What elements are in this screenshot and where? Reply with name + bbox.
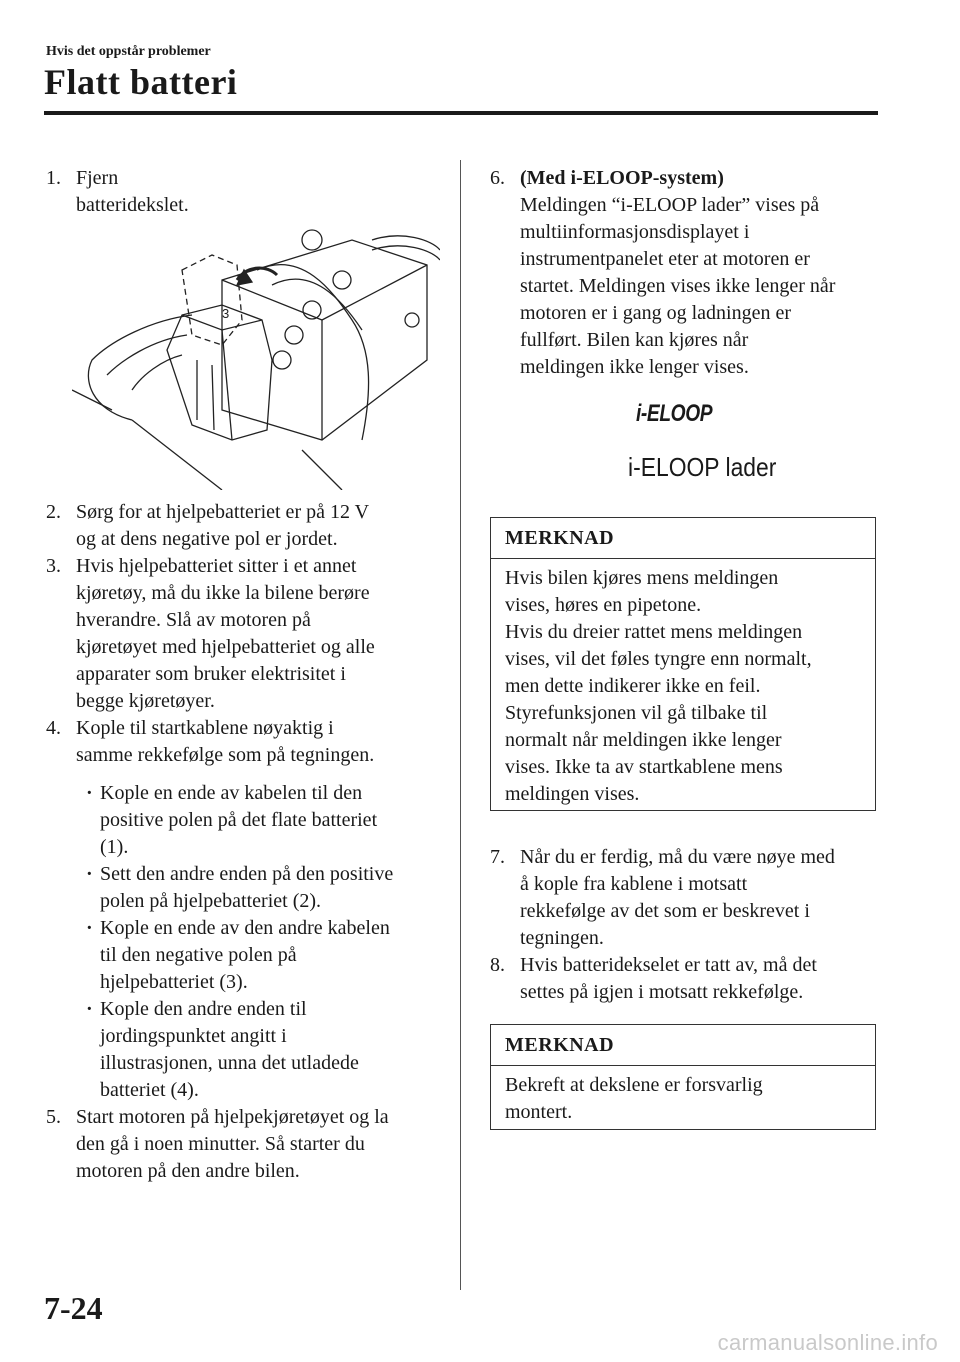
text-line: Hvis batteridekselet er tatt av, må det: [520, 954, 817, 976]
text-line: Sett den andre enden på den positive: [100, 863, 394, 885]
text-line: og at dens negative pol er jordet.: [76, 528, 338, 550]
page-number: 7-24: [44, 1290, 103, 1326]
step-text: [76, 715, 374, 769]
text-line: fullført. Bilen kan kjøres når: [520, 329, 749, 351]
section-label: Hvis det oppstår problemer: [46, 44, 211, 59]
text-line: motoren er i gang og ladningen er: [520, 302, 792, 324]
text-line: den gå i noen minutter. Så starter du: [76, 1133, 365, 1155]
note-content: [491, 1066, 875, 1134]
battery-terminal: [302, 230, 322, 250]
step-text: [520, 844, 835, 952]
column-divider: [460, 160, 461, 1290]
bullet-text: [100, 861, 393, 915]
text-line: Start motoren på hjelpekjøretøyet og la: [76, 1106, 389, 1128]
step-text: [520, 952, 817, 1006]
bullet-text: [100, 915, 390, 996]
bullet-text: [100, 996, 359, 1104]
step-number: 7.: [490, 846, 505, 868]
note-box: [490, 1024, 876, 1130]
text-line: til den negative polen på: [100, 944, 297, 966]
text-line: Hvis du dreier rattet mens meldingen: [505, 621, 803, 643]
bullet-dot: ·: [86, 998, 93, 1020]
text-line: Sørg for at hjelpebatteriet er på 12 V: [76, 501, 370, 523]
text-line: multiinformasjonsdisplayet i: [520, 221, 750, 243]
text-line: tegningen.: [520, 927, 604, 949]
step-text: Fjern batteridekslet.: [76, 167, 189, 216]
note-heading: MERKNAD: [491, 1025, 875, 1066]
text-line: Kople en ende av kabelen til den: [100, 782, 363, 804]
illustration-label: 3: [222, 306, 230, 321]
bullet-dot: ·: [86, 917, 93, 939]
step-text: [76, 499, 369, 553]
step-text: [520, 165, 835, 381]
text-line: kjøretøyet med hjelpebatteriet og alle: [76, 636, 375, 658]
step-number: 1.: [46, 167, 61, 189]
text-line: positive polen på det flate batteriet: [100, 809, 378, 831]
text-line: hverandre. Slå av motoren på: [76, 609, 311, 631]
text-line: men dette indikerer ikke en feil.: [505, 675, 761, 697]
text-line: montert.: [505, 1101, 573, 1123]
text-line: polen på hjelpebatteriet (2).: [100, 890, 322, 912]
text-line: Hvis bilen kjøres mens meldingen: [505, 567, 779, 589]
text-line: apparater som bruker elektrisitet i: [76, 663, 346, 685]
page-title: Flatt batteri: [44, 62, 238, 102]
bullet-text: [100, 780, 377, 861]
text-line: hjelpebatteriet (3).: [100, 971, 248, 993]
text-line: jordingspunktet angitt i: [100, 1025, 287, 1047]
text-line: vises. Ikke ta av startkablene mens: [505, 756, 783, 778]
step-number: 4.: [46, 717, 61, 739]
text-line: vises, vil det føles tyngre enn normalt,: [505, 648, 812, 670]
text-line: samme rekkefølge som på tegningen.: [76, 744, 375, 766]
text-line: batteriet (4).: [100, 1079, 199, 1101]
text-line: startet. Meldingen vises ikke lenger når: [520, 275, 836, 297]
title-rule: [44, 111, 878, 115]
display-message: i-ELOOP lader: [628, 452, 777, 482]
text-line: Hvis hjelpebatteriet sitter i et annet: [76, 555, 357, 577]
step-number: 5.: [46, 1106, 61, 1128]
text-line: rekkefølge av det som er beskrevet i: [520, 900, 810, 922]
text-line: Meldingen “i-ELOOP lader” vises på: [520, 194, 820, 216]
text-line: Kople til startkablene nøyaktig i: [76, 717, 334, 739]
i-eloop-logo: i-ELOOP: [636, 400, 713, 427]
note-box: [490, 517, 876, 811]
text-line: meldingen vises.: [505, 783, 640, 805]
text-line: settes på igjen i motsatt rekkefølge.: [520, 981, 804, 1003]
step-number: 3.: [46, 555, 61, 577]
step-text: [76, 553, 375, 715]
bullet-dot: ·: [86, 782, 93, 804]
step-heading: (Med i-ELOOP-system): [520, 167, 724, 189]
text-line: (1).: [100, 836, 129, 858]
text-line: kjøretøy, må du ikke la bilene berøre: [76, 582, 370, 604]
text-line: Styrefunksjonen vil gå tilbake til: [505, 702, 768, 724]
battery-cover-illustration: [72, 210, 440, 490]
bullet-dot: ·: [86, 863, 93, 885]
text-line: vises, høres en pipetone.: [505, 594, 702, 616]
text-line: meldingen ikke lenger vises.: [520, 356, 749, 378]
text-line: Kople en ende av den andre kabelen: [100, 917, 390, 939]
watermark: carmanualsonline.info: [717, 1330, 938, 1355]
text-line: Bekreft at dekslene er forsvarlig: [505, 1074, 763, 1096]
text-line: begge kjøretøyer.: [76, 690, 215, 712]
step-number: 2.: [46, 501, 61, 523]
text-line: motoren på den andre bilen.: [76, 1160, 300, 1182]
text-line: instrumentpanelet eter at motoren er: [520, 248, 810, 270]
text-line: illustrasjonen, unna det utladede: [100, 1052, 359, 1074]
note-content: [491, 559, 875, 816]
text-line: å kople fra kablene i motsatt: [520, 873, 748, 895]
text-line: Når du er ferdig, må du være nøye med: [520, 846, 835, 868]
note-heading: MERKNAD: [491, 518, 875, 559]
step-text: [76, 1104, 389, 1185]
text-line: Kople den andre enden til: [100, 998, 307, 1020]
step-number: 8.: [490, 954, 505, 976]
text-line: normalt når meldingen ikke lenger: [505, 729, 782, 751]
step-number: 6.: [490, 167, 505, 189]
